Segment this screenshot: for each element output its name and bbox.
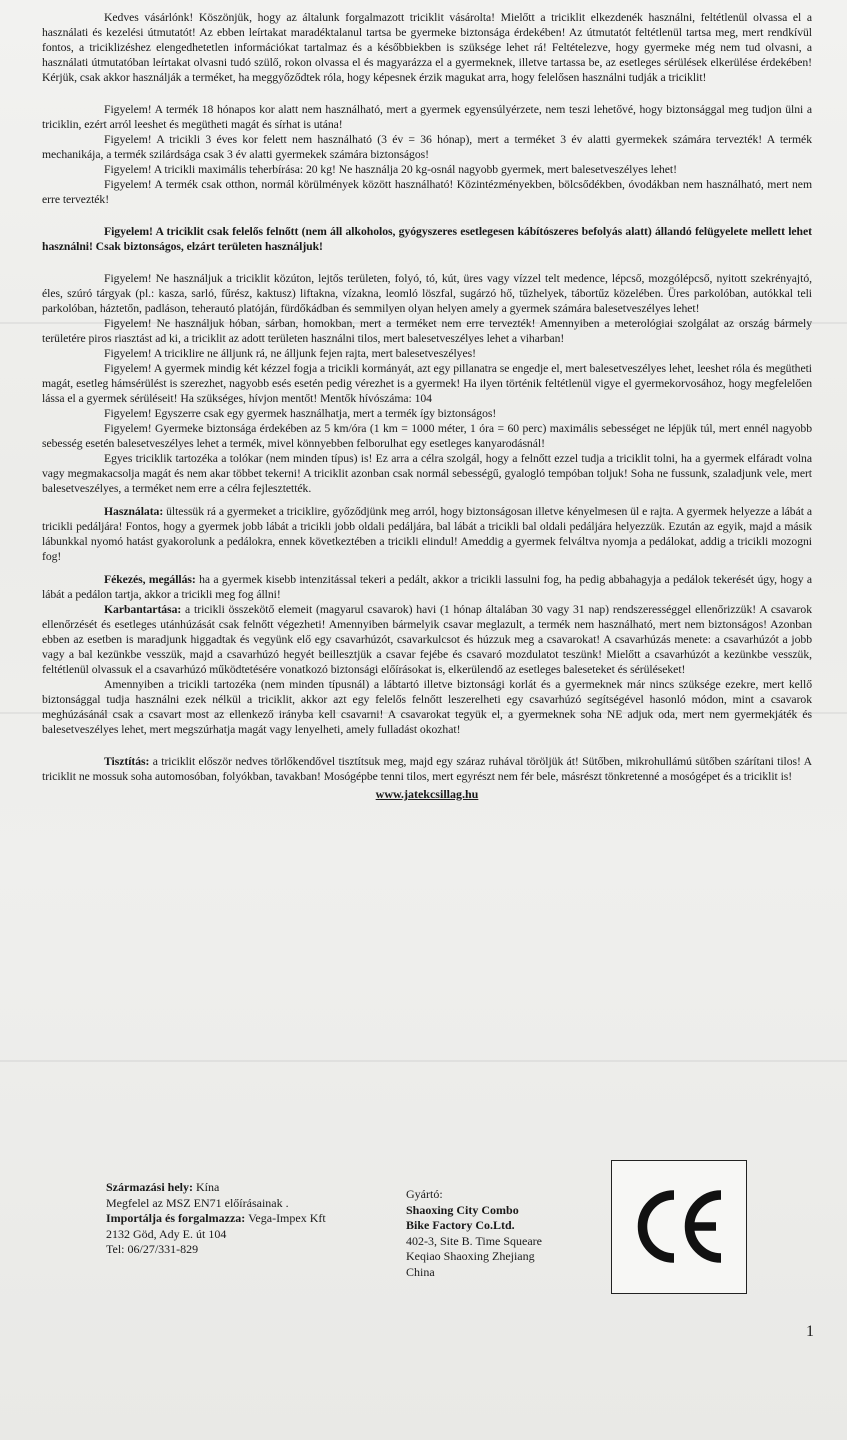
importer-label: Importálja és forgalmazza: — [106, 1211, 246, 1225]
usage-section — [42, 504, 812, 564]
ce-mark-graphic — [612, 1161, 745, 1292]
warning-supervision: Figyelem! A triciklit csak felelős felnőtt (nem áll alkoholos, gyógyszeres esetlegesen kábítószeres befolyás alatt) állandó felügyelete mellett lehet használni! Csak biztonságos, elzárt területen használjuk! — [42, 225, 812, 253]
ce-mark — [611, 1160, 747, 1294]
importer-line — [106, 1211, 326, 1227]
manufacturer-block — [406, 1187, 542, 1280]
warning-home-use: Figyelem! A termék csak otthon, normál körülmények között használható! Közintézményekben, bölcsődékben, óvodákban nem használható, mert nem erre tervezték! — [42, 178, 812, 206]
document-body — [42, 10, 812, 802]
push-handle-note: Egyes triciklik tartozéka a tolókar (nem minden típus) is! Ez arra a célra szolgál, hogy a felnőtt ezzel tudja a triciklit tolni, ha a gyermek elfáradt volna vagy megmakacsolja magát és nem akar többet tekerni! A triciklit azonban csak normál sebességű, gyalogló tempóban toljuk! Soha ne fussunk, szaladjunk vele, mert balesetveszélyes, a terméket nem erre a célra fejlesztették. — [42, 452, 812, 495]
maintenance-title: Karbantartása: — [104, 603, 182, 616]
braking-text: ha a gyermek kisebb intenzitással tekeri a pedált, akkor a tricikli lassulni fog, ha pedig abbahagyja a pedálok tekerését úgy, hogy a lábát a pedálon tartja, akkor a tricikli meg fog állni! — [42, 573, 812, 601]
usage-text: ültessük rá a gyermeket a triciklire, győződjünk meg arról, hogy biztonságosan illetve kényelmesen ül e rajta. A gyermek helyezze a lábát a tricikli pedáljára! Fontos, hogy a gyermek jobb lábát a tricikli jobb oldali pedáljára, bal lábát a tricikli bal oldali pedáljára helyezzük. Ezután az egyik, majd a másik lábunkkal nyomó hatást gyakorolunk a pedálokra, ennek következtében a tricikli elindul! Ameddig a gyermek felváltva nyomja a pedálokat, addig a tricikli mozogni fog! — [42, 505, 812, 563]
cleaning-section — [42, 754, 812, 784]
manufacturer-country: China — [406, 1264, 435, 1279]
manufacturer-name-1: Shaoxing City Combo — [406, 1202, 519, 1217]
importer-phone: Tel: 06/27/331-829 — [106, 1242, 199, 1256]
usage-title: Használata: — [104, 505, 164, 518]
website-link[interactable]: www.jatekcsillag.hu — [375, 787, 479, 801]
origin-block — [106, 1180, 326, 1258]
intro-paragraph: Kedves vásárlónk! Köszönjük, hogy az általunk forgalmazott triciklit vásárolta! Mielőtt a triciklit elkezdenék használni, feltétlenül olvassa el a használati és kezelési útmutatót! Az ebben leírtakat maradéktalanul tartsa be gyermeke biztonsága érdekében! Az útmutatót feltétlenül tartsa meg, mert rendkívül fontos, a triciklizéshez elengedhetetlen információkat tartalmaz és a későbbiekben is szüksége lehet rá! Feltételezve, hogy gyermeke még nem tud olvasni, a használati útmutatóban leírtakat olvasni tudó szülő, rokon olvassa el és magyarázza el a gyermeknek, illetve tartassa be, az esetleges sérülések elkerülése érdekében! Kérjük, csak akkor használják a terméket, ha meggyőződtek róla, hogy képesnek érzik magukat arra, hogy felelősen használni tudják a triciklit! — [42, 11, 812, 84]
importer-value: Vega-Impex Kft — [245, 1211, 326, 1225]
importer-address: 2132 Göd, Ady E. út 104 — [106, 1226, 227, 1241]
manufacturer-label: Gyártó: — [406, 1187, 443, 1201]
manufacturer-name-2: Bike Factory Co.Ltd. — [406, 1218, 515, 1232]
page-number: 1 — [806, 1323, 814, 1340]
maintenance-section — [42, 602, 812, 677]
warning-handlebar: Figyelem! A gyermek mindig két kézzel fogja a tricikli kormányát, azt egy pillanatra se engedje el, mert balesetveszélyes lehet, leeshet róla és megütheti magát, esetleg hámsérülést is szerezhet, nagyobb esés esetén pedig vérezhet is a gyermek! Ha ilyen történik feltétlenül vigye el gyermekorvosához, hogy megfelelően lássa el a gyermek sérüléseit! Ha szükséges, hívjon mentőt! Mentők hívószáma: 104 — [42, 362, 812, 405]
braking-section — [42, 572, 812, 602]
footer — [0, 1180, 847, 1300]
manufacturer-address-1: 402-3, Site B. Time Squeare — [406, 1233, 543, 1248]
accessory-paragraph: Amennyiben a tricikli tartozéka (nem minden típusnál) a lábtartó illetve biztonsági korlát és a gyermeknek már nincs szüksége ezekre, mert kellő biztonsággal tudja használni ezek nélkül a triciklit, akkor azt egy felelős felnőtt leszerelheti egy csavarhúzó segítségével hasonló módon, mint a csavarok meghúzásánál csak a csavart most az ellenkező irányba kell csavarni! A csavarokat tegyük el, a gyermeknek soha NE adjuk oda, mert nem gyermekjáték és balesetveszélyes lehet, mert megszúrhatja magát vagy lenyelheti, amely fulladást okozhat! — [42, 678, 812, 736]
manufacturer-address-2: Keqiao Shaoxing Zhejiang — [406, 1249, 535, 1263]
standard-line: Megfelel az MSZ EN71 előírásainak . — [106, 1195, 289, 1210]
braking-title: Fékezés, megállás: — [104, 573, 196, 586]
maintenance-text: a tricikli összekötő elemeit (magyarul csavarok) havi (1 hónap általában 30 vagy 31 nap) rendszerességgel ellenőrizzük! A csavarok ellenőrzését és esetleges utánhúzását csak felnőtt végezheti! Amennyiben bármelyik csavar meglazult, a termék nem használható, mert nem biztonságos! Azonban ebben az esetben is maradjunk higgadtak és vegyünk elő egy csavarhúzót, csavarkulcsot és húzzuk meg a csavarokat! A csavarhúzás menete: a csavarhúzót a jobb vagy a bal kezünkbe vesszük, majd a csavarhúzó hegyét beillesztjük a csavar fejébe és csavaró mozdulatot teszünk! Mielőtt a csavarhúzót a kezünkbe vesszük, feltétlenül olvassuk el a csavarhúzó működtetésére vonatkozó biztonsági előírásokat is, elkerülendő az esetleges baleseteket és sérüléseket! — [42, 603, 812, 676]
warning-weather: Figyelem! Ne használjuk hóban, sárban, homokban, mert a terméket nem erre tervezték! Amennyiben a meterológiai szolgálat az ország bármely területére piros riasztást ad ki, a triciklit az adott területen használni tilos, mert balesetveszélyes lehet a viharban! — [42, 317, 812, 345]
origin-value: Kína — [192, 1180, 220, 1194]
paper-crease — [0, 1060, 847, 1062]
warning-locations: Figyelem! Ne használjuk a triciklit közúton, lejtős területen, folyó, tó, kút, üres vagy vízzel telt medence, lépcső, mozgólépcső, nyitott szekrényajtó, éles, szúró tárgyak (pl.: kasza, sarló, fűrész, kaktusz) liftakna, vízakna, leomló löszfal, sugárzó hő, tűzhelyek, tábortűz közelében. Üres parkolóban, autókkal teli parkolóban, háztetőn, padláson, teherautó platóján, fürdőkádban és semmilyen olyan helyen amely a gyermek számára balesetveszélyes lehet! — [42, 272, 812, 315]
origin-line — [106, 1180, 326, 1196]
warning-speed: Figyelem! Gyermeke biztonsága érdekében az 5 km/óra (1 km = 1000 méter, 1 óra = 60 perc) maximális sebességet ne lépjük túl, mert ennél nagyobb sebesség esetén balesetveszélyes lehet a termék, mivel könnyebben felborulhat egy esetleges kanyarodásnál! — [42, 422, 812, 450]
warning-age-min: Figyelem! A termék 18 hónapos kor alatt nem használható, mert a gyermek egyensúlyérzete, nem teszi lehetővé, hogy biztonsággal meg tudjon ülni a triciklin, ezért arról leeshet és megütheti magát és sírhat is utána! — [42, 103, 812, 131]
cleaning-text: a triciklit először nedves törlőkendővel tisztítsuk meg, majd egy száraz ruhával töröljük át! Sütőben, mikrohullámú sütőben szárítani tilos! A triciklit ne mossuk soha automosóban, folyókban, tavakban! Mosógépbe tenni tilos, mert egyrészt nem fér bele, másrészt tönkretenné a mosógépet és a triciklit is! — [42, 755, 812, 783]
warning-one-child: Figyelem! Egyszerre csak egy gyermek használhatja, mert a termék így biztonságos! — [104, 407, 497, 420]
origin-label: Származási hely: — [106, 1180, 193, 1194]
warning-standing: Figyelem! A triciklire ne álljunk rá, ne álljunk fejen rajta, mert balesetveszélyes! — [104, 347, 476, 360]
cleaning-title: Tisztítás: — [104, 755, 150, 768]
warning-age-max: Figyelem! A tricikli 3 éves kor felett nem használható (3 év = 36 hónap), mert a terméket 3 év alatti gyermekek számára tervezték! A termék mechanikája, a termék szilárdsága csak 3 év alatti gyermekek számára biztonságos! — [42, 133, 812, 161]
warning-weight: Figyelem! A tricikli maximális teherbírása: 20 kg! Ne használja 20 kg-osnál nagyobb gyermek, mert balesetveszélyes lehet! — [104, 163, 677, 176]
